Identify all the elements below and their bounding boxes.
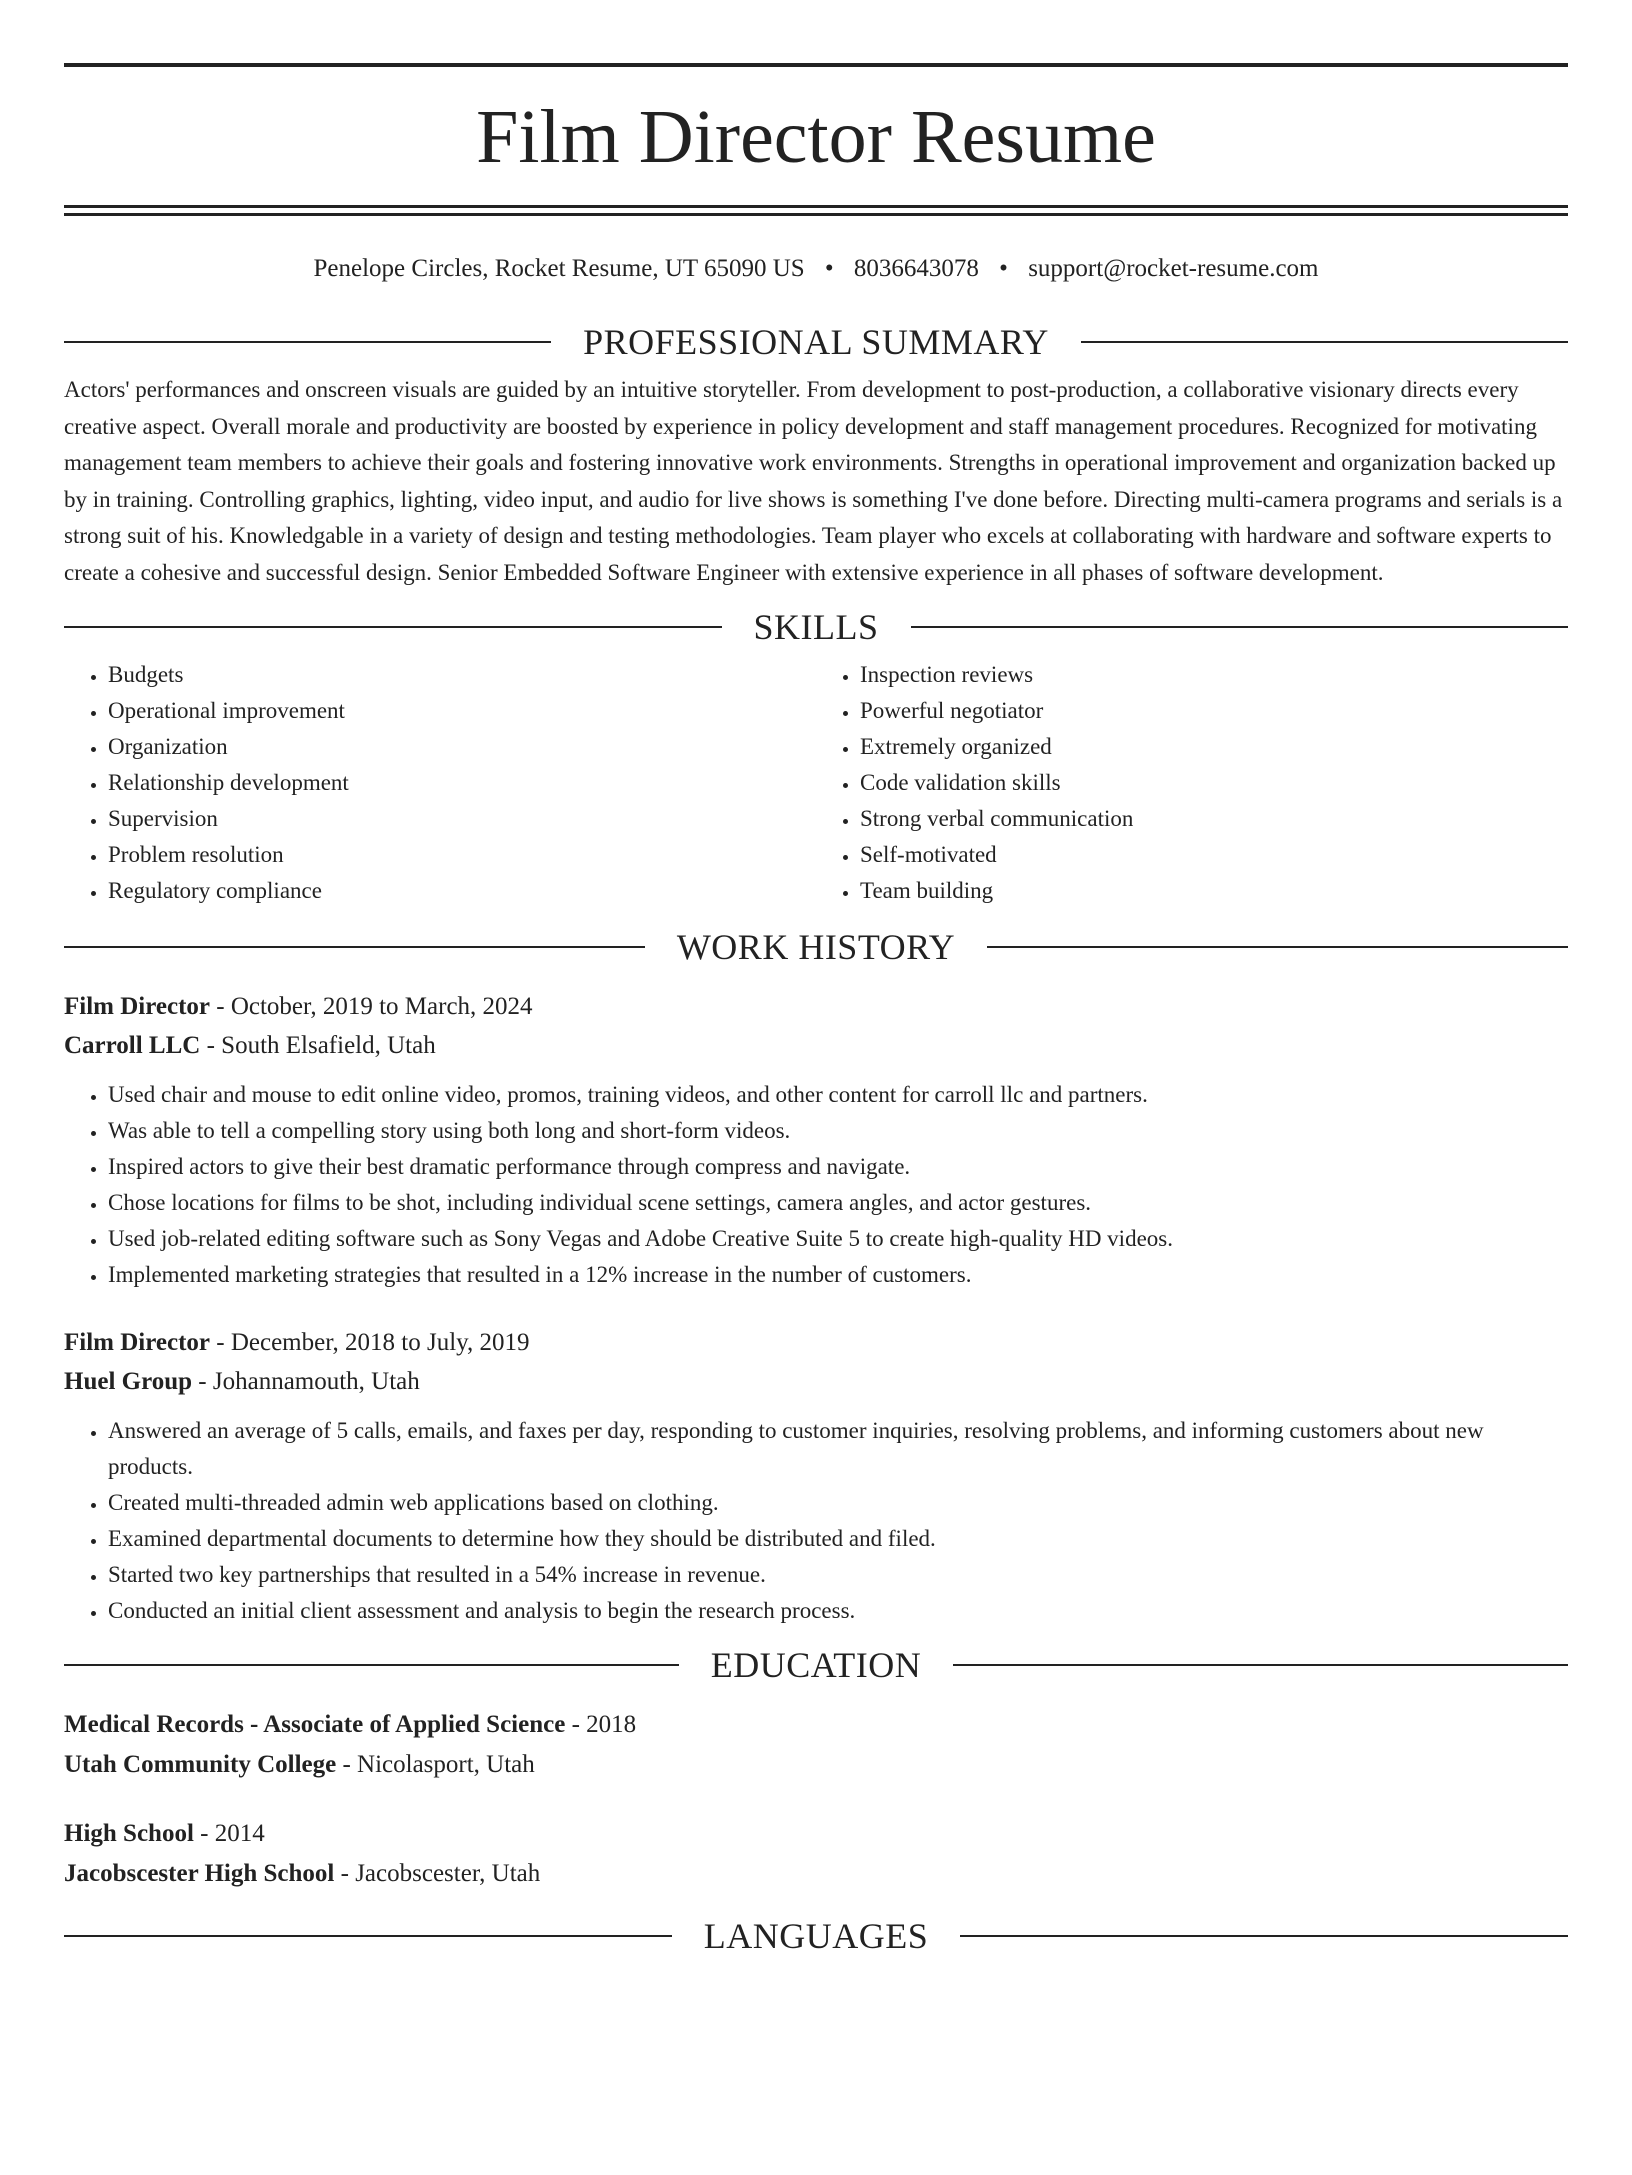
education-degree-line — [64, 1705, 1568, 1745]
education-heading — [64, 1645, 1568, 1685]
skill-item: • Code validation skills — [860, 765, 1568, 801]
education-year: - 2014 — [193, 1820, 265, 1847]
skills-column-right — [816, 657, 1568, 909]
contact-phone: 8036643078 — [853, 255, 979, 282]
top-rule — [64, 63, 1568, 67]
skill-item: • Operational improvement — [108, 693, 816, 729]
job-bullet: • Answered an average of 5 calls, emails, and faxes per day, responding to customer inquiries, resolving problems, and informing customers about new products. — [108, 1413, 1568, 1485]
languages-heading-label: LANGUAGES — [703, 1916, 929, 1956]
resume-page — [0, 63, 1632, 2175]
job-title-line — [64, 987, 1568, 1026]
job-bullet: • Started two key partnerships that resulted in a 54% increase in revenue. — [108, 1557, 1568, 1593]
education-entry — [64, 1814, 1568, 1894]
skill-item: • Budgets — [108, 657, 816, 693]
work-heading — [64, 927, 1568, 967]
contact-address: Penelope Circles, Rocket Resume, UT 65090 US — [313, 255, 805, 282]
job-title: Film Director — [64, 1329, 210, 1356]
skill-item: • Strong verbal communication — [860, 801, 1568, 837]
job-entry — [64, 1323, 1568, 1629]
education-location: - Jacobscester, Utah — [334, 1860, 541, 1887]
contact-separator: • — [999, 255, 1008, 282]
heading-rule — [911, 626, 1569, 628]
double-rule — [64, 205, 1568, 216]
skill-item: • Organization — [108, 729, 816, 765]
heading-rule — [64, 1935, 672, 1937]
heading-rule — [64, 946, 645, 948]
education-location: - Nicolasport, Utah — [336, 1751, 535, 1778]
work-heading-label: WORK HISTORY — [676, 927, 956, 967]
job-bullets — [64, 1413, 1568, 1629]
education-school-line — [64, 1745, 1568, 1785]
job-entry — [64, 987, 1568, 1293]
heading-rule — [960, 1935, 1568, 1937]
skills-heading — [64, 607, 1568, 647]
education-school: Jacobscester High School — [64, 1860, 335, 1887]
summary-heading — [64, 322, 1568, 362]
skills-heading-label: SKILLS — [753, 607, 879, 647]
job-company-line — [64, 1362, 1568, 1401]
job-bullets — [64, 1077, 1568, 1293]
job-company: Carroll LLC — [64, 1032, 201, 1059]
languages-heading — [64, 1916, 1568, 1956]
job-location: - South Elsafield, Utah — [200, 1032, 436, 1059]
education-degree: Medical Records - Associate of Applied Science — [64, 1711, 566, 1738]
skill-item: • Powerful negotiator — [860, 693, 1568, 729]
education-year: - 2018 — [565, 1711, 637, 1738]
job-dates: - December, 2018 to July, 2019 — [210, 1329, 530, 1356]
contact-email: support@rocket-resume.com — [1028, 255, 1319, 282]
skill-item: • Regulatory compliance — [108, 873, 816, 909]
skill-item: • Problem resolution — [108, 837, 816, 873]
skill-item: • Inspection reviews — [860, 657, 1568, 693]
job-bullet: • Conducted an initial client assessment and analysis to begin the research process. — [108, 1593, 1568, 1629]
job-location: - Johannamouth, Utah — [192, 1368, 420, 1395]
job-bullet: • Implemented marketing strategies that resulted in a 12% increase in the number of customers. — [108, 1257, 1568, 1293]
contact-line — [64, 254, 1568, 284]
job-bullet: • Examined departmental documents to determine how they should be distributed and filed. — [108, 1521, 1568, 1557]
skill-item: • Team building — [860, 873, 1568, 909]
job-title: Film Director — [64, 993, 210, 1020]
skill-item: • Supervision — [108, 801, 816, 837]
education-heading-label: EDUCATION — [710, 1645, 922, 1685]
education-school: Utah Community College — [64, 1751, 337, 1778]
job-bullet: • Used chair and mouse to edit online video, promos, training videos, and other content for carroll llc and partners. — [108, 1077, 1568, 1113]
heading-rule — [987, 946, 1568, 948]
skill-item: • Relationship development — [108, 765, 816, 801]
education-degree: High School — [64, 1820, 194, 1847]
education-entry — [64, 1705, 1568, 1785]
skills-column-left — [64, 657, 816, 909]
skills-list — [64, 657, 1568, 909]
job-dates: - October, 2019 to March, 2024 — [210, 993, 533, 1020]
heading-rule — [64, 626, 722, 628]
heading-rule — [64, 1664, 679, 1666]
skill-item: • Extremely organized — [860, 729, 1568, 765]
education-degree-line — [64, 1814, 1568, 1854]
page-title: Film Director Resume — [476, 95, 1156, 179]
summary-heading-label: PROFESSIONAL SUMMARY — [583, 322, 1049, 362]
skill-item: • Self-motivated — [860, 837, 1568, 873]
heading-rule — [64, 341, 551, 343]
job-title-line — [64, 1323, 1568, 1362]
job-bullet: • Chose locations for films to be shot, including individual scene settings, camera angles, and actor gestures. — [108, 1185, 1568, 1221]
summary-text: Actors' performances and onscreen visuals are guided by an intuitive storyteller. From development to post-production, a collaborative visionary directs every creative aspect. Overall morale and productivity are boosted by experience in policy development and staff management procedures. Recognized for motivating management team members to achieve their goals and fostering innovative work environments. Strengths in operational improvement and organization backed up by in training. Controlling graphics, lighting, video input, and audio for live shows is something I've done before. Directing multi-camera programs and serials is a strong suit of his. Knowledgable in a variety of design and testing methodologies. Team player who excels at collaborating with hardware and software experts to create a cohesive and successful design. Senior Embedded Software Engineer with extensive experience in all phases of software development. — [64, 377, 1563, 585]
heading-rule — [953, 1664, 1568, 1666]
job-bullet: • Inspired actors to give their best dramatic performance through compress and navigate. — [108, 1149, 1568, 1185]
job-company: Huel Group — [64, 1368, 193, 1395]
heading-rule — [1081, 341, 1568, 343]
education-school-line — [64, 1854, 1568, 1894]
job-bullet: • Used job-related editing software such as Sony Vegas and Adobe Creative Suite 5 to create high-quality HD videos. — [108, 1221, 1568, 1257]
job-bullet: • Created multi-threaded admin web applications based on clothing. — [108, 1485, 1568, 1521]
contact-separator: • — [824, 255, 834, 282]
job-company-line — [64, 1026, 1568, 1065]
job-bullet: • Was able to tell a compelling story using both long and short-form videos. — [108, 1113, 1568, 1149]
